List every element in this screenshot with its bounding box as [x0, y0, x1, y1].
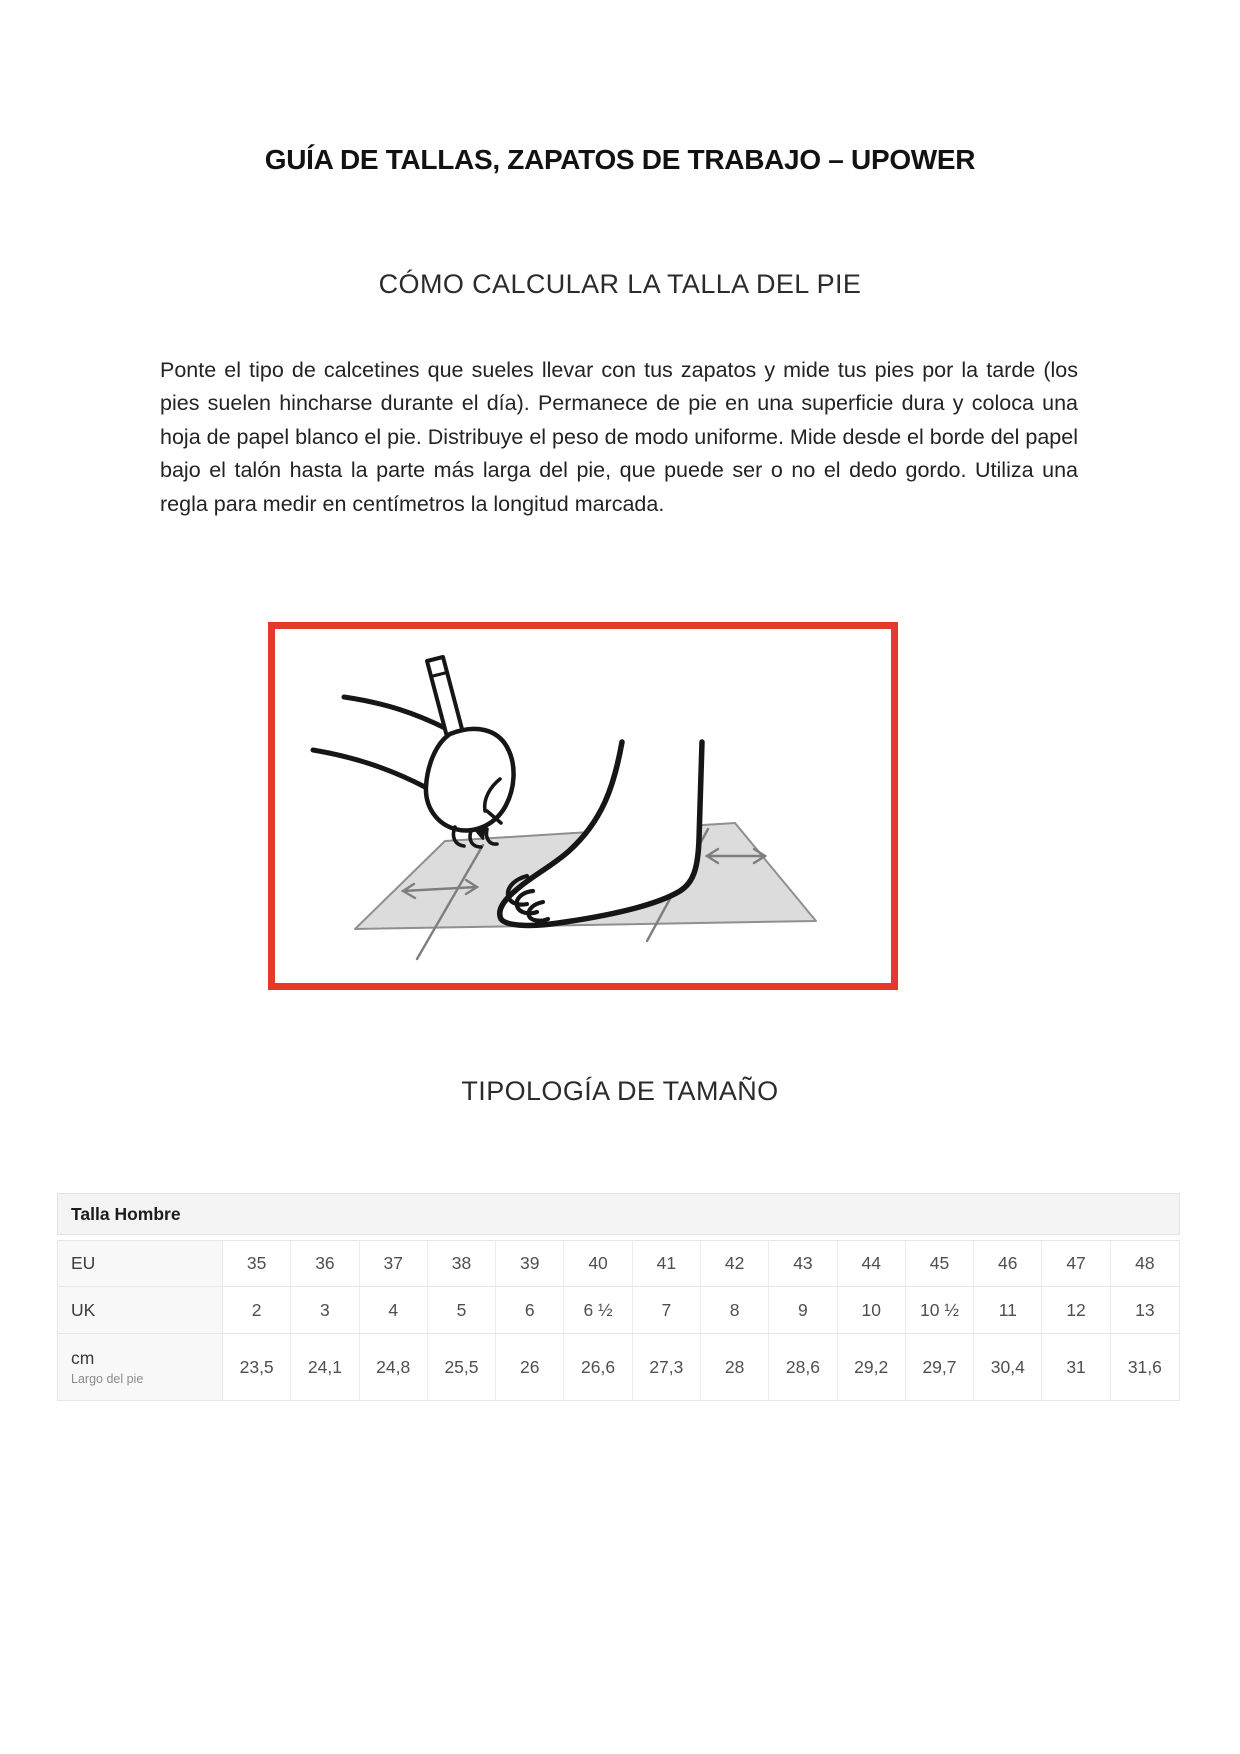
table-row-cm: [58, 1334, 1179, 1400]
table-cell: 3: [291, 1287, 359, 1333]
foot-tracing-illustration: [275, 629, 891, 983]
table-cell: 10: [838, 1287, 906, 1333]
table-cell: 24,1: [291, 1334, 359, 1400]
size-table-body: [57, 1240, 1180, 1401]
table-cell: 30,4: [974, 1334, 1042, 1400]
table-cell: 26: [496, 1334, 564, 1400]
table-cell: 41: [633, 1241, 701, 1286]
page-title: GUÍA DE TALLAS, ZAPATOS DE TRABAJO – UPOWER: [264, 144, 976, 175]
row-label-text: EU: [71, 1253, 96, 1273]
table-cell: 47: [1042, 1241, 1110, 1286]
table-cell: 39: [496, 1241, 564, 1286]
table-cell: 28: [701, 1334, 769, 1400]
table-cell: 2: [223, 1287, 291, 1333]
row-label: [58, 1241, 223, 1286]
table-cell: 40: [564, 1241, 632, 1286]
how-to-heading: CÓMO CALCULAR LA TALLA DEL PIE: [378, 269, 862, 299]
table-cell: 10 ½: [906, 1287, 974, 1333]
table-cell: 27,3: [633, 1334, 701, 1400]
table-cell: 36: [291, 1241, 359, 1286]
row-label-text: UK: [71, 1299, 96, 1320]
how-to-paragraph: Ponte el tipo de calcetines que sueles llevar con tus zapatos y mide tus pies por la tarde (los pies suelen hincharse durante el día). Permanece de pie en una superficie dura y coloca una hoja de papel blanco el pie. Distribuye el peso de modo uniforme. Mide desde el borde del papel bajo el talón hasta la parte más larga del pie, que puede ser o no el dedo gordo. Utiliza una regla para medir en centímetros la longitud marcada.: [160, 357, 1078, 516]
table-cell: 9: [769, 1287, 837, 1333]
table-cell: 29,2: [838, 1334, 906, 1400]
table-cell: 29,7: [906, 1334, 974, 1400]
size-table-title: Talla Hombre: [57, 1193, 1180, 1235]
table-cell: 46: [974, 1241, 1042, 1286]
row-sublabel: Largo del pie: [71, 1372, 144, 1386]
table-cell: 48: [1135, 1253, 1155, 1273]
row-label-text: cm: [71, 1348, 95, 1368]
table-cell: 24,8: [360, 1334, 428, 1400]
table-cell: 12: [1042, 1287, 1110, 1333]
table-cell: 8: [701, 1287, 769, 1333]
table-cell: 45: [906, 1241, 974, 1286]
table-cell: 4: [360, 1287, 428, 1333]
table-cell: 11: [974, 1287, 1042, 1333]
table-cell: 6: [496, 1287, 564, 1333]
foot-outline: [500, 742, 702, 925]
table-cell: 31: [1042, 1334, 1110, 1400]
table-cell: 31,6: [1127, 1356, 1162, 1377]
table-cell: 37: [360, 1241, 428, 1286]
table-row-uk: [58, 1287, 1179, 1334]
row-label: [58, 1334, 223, 1400]
table-row-eu: [58, 1241, 1179, 1287]
table-cell: 7: [633, 1287, 701, 1333]
table-cell: 23,5: [223, 1334, 291, 1400]
table-cell: 13: [1135, 1299, 1155, 1320]
size-type-heading: TIPOLOGÍA DE TAMAÑO: [461, 1076, 779, 1106]
table-cell: 26,6: [564, 1334, 632, 1400]
row-label: [58, 1287, 223, 1333]
size-table: [57, 1193, 1180, 1401]
table-cell: 38: [428, 1241, 496, 1286]
foot-measurement-figure: [268, 622, 898, 990]
table-cell: 5: [428, 1287, 496, 1333]
table-cell: 25,5: [428, 1334, 496, 1400]
table-cell: 28,6: [769, 1334, 837, 1400]
table-cell: 42: [701, 1241, 769, 1286]
hand-icon: [426, 729, 514, 847]
table-cell: 35: [223, 1241, 291, 1286]
table-cell: 43: [769, 1241, 837, 1286]
table-cell: 44: [838, 1241, 906, 1286]
table-cell: 6 ½: [564, 1287, 632, 1333]
